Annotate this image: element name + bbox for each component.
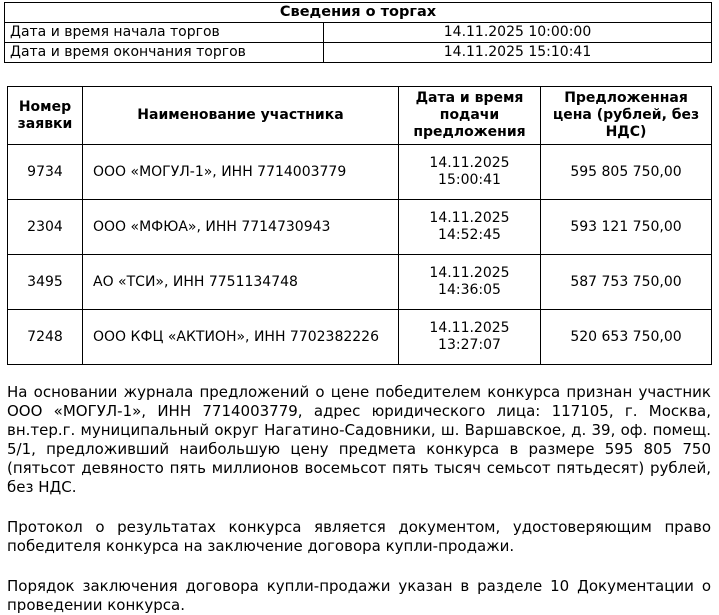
- bid-submitted-time: 14:36:05: [438, 282, 501, 298]
- bid-row: [8, 255, 712, 310]
- bid-row: [8, 200, 712, 255]
- bid-submitted-date: 14.11.2025: [429, 265, 510, 281]
- bid-price: 587 753 750,00: [541, 255, 712, 310]
- bid-participant: АО «ТСИ», ИНН 7751134748: [83, 255, 399, 310]
- document-body-text: [7, 383, 711, 615]
- paragraph-winner-declaration: На основании журнала предложений о цене победителем конкурса признан участник ООО «МОГУЛ-1», ИНН 7714003779, адрес юридического лица: 117105, г. Москва, вн.тер.г. муниципальный округ Нагатино-Садовники, ш. Варшавское, д. 39, оф. помещ. 5/1, предложивший наибольшую цену предмета конкурса в размере 595 805 750 (пятьсот девяносто пять миллионов восемьсот пять тысяч семьсот пятьдесят) рублей, без НДС.: [7, 383, 711, 496]
- paragraph-contract-procedure: Порядок заключения договора купли-продажи указан в разделе 10 Документации о проведении конкурса.: [7, 577, 711, 614]
- info-row-end: [5, 43, 712, 63]
- header-participant: Наименование участника: [83, 87, 399, 145]
- bid-participant: ООО «МФЮА», ИНН 7714730943: [83, 200, 399, 255]
- auction-info-table: [4, 2, 712, 63]
- bid-number: 3495: [8, 255, 83, 310]
- bids-table-header-row: [8, 87, 712, 145]
- bid-submitted: [399, 310, 541, 365]
- info-row-start: [5, 23, 712, 43]
- bid-price: 595 805 750,00: [541, 145, 712, 200]
- bid-number: 9734: [8, 145, 83, 200]
- auction-end-value: 14.11.2025 15:10:41: [324, 43, 712, 63]
- bid-submitted-date: 14.11.2025: [429, 210, 510, 226]
- bid-price: 593 121 750,00: [541, 200, 712, 255]
- bid-submitted-time: 15:00:41: [438, 172, 501, 188]
- header-bid-number: Номер заявки: [8, 87, 83, 145]
- header-price: Предложенная цена (рублей, без НДС): [541, 87, 712, 145]
- bid-participant: ООО КФЦ «АКТИОН», ИНН 7702382226: [83, 310, 399, 365]
- bid-row: [8, 310, 712, 365]
- bid-submitted-time: 13:27:07: [438, 337, 501, 353]
- paragraph-protocol-statement: Протокол о результатах конкурса является документом, удостоверяющим право победителя конкурса на заключение договора купли-продажи.: [7, 518, 711, 555]
- auction-start-label: Дата и время начала торгов: [5, 23, 324, 43]
- info-table-header-row: [5, 3, 712, 23]
- bid-submitted: [399, 255, 541, 310]
- bid-number: 2304: [8, 200, 83, 255]
- header-submitted: Дата и время подачи предложения: [399, 87, 541, 145]
- bid-participant: ООО «МОГУЛ-1», ИНН 7714003779: [83, 145, 399, 200]
- bid-submitted-time: 14:52:45: [438, 227, 501, 243]
- bid-submitted: [399, 200, 541, 255]
- bid-number: 7248: [8, 310, 83, 365]
- bid-submitted-date: 14.11.2025: [429, 320, 510, 336]
- bid-submitted-date: 14.11.2025: [429, 155, 510, 171]
- bids-table: [7, 86, 712, 365]
- bid-row: [8, 145, 712, 200]
- bid-submitted: [399, 145, 541, 200]
- bid-price: 520 653 750,00: [541, 310, 712, 365]
- auction-start-value: 14.11.2025 10:00:00: [324, 23, 712, 43]
- auction-end-label: Дата и время окончания торгов: [5, 43, 324, 63]
- info-table-title: Сведения о торгах: [5, 3, 712, 23]
